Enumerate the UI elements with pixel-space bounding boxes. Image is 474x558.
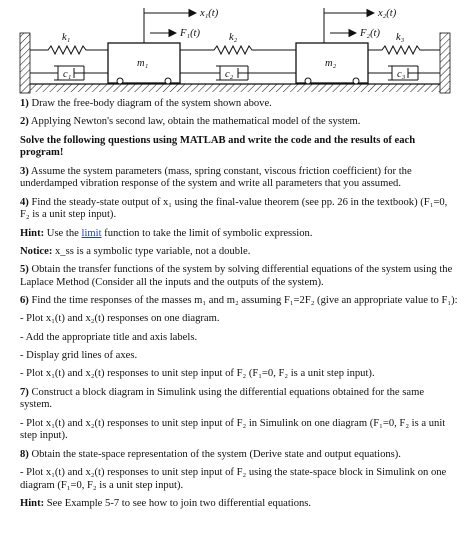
question-text: Find the steady-state output of x₁ using the final-value theorem (see pp. 26 in the textbook) (F₁=0, F₂ is a unit step input). <box>20 196 448 221</box>
question-number: 8) <box>20 448 29 460</box>
question-number: 7) <box>20 386 29 398</box>
question-8 <box>20 449 458 462</box>
right-wall <box>440 33 450 93</box>
x2-label: x₂(t) <box>378 8 397 19</box>
hint-label: Hint: <box>20 227 45 239</box>
question-5 <box>20 264 458 289</box>
left-wall <box>20 33 30 93</box>
bullet-unit-step: - Plot x₁(t) and x₂(t) responses to unit step input of F₂ (F₁=0, F₂ is a unit step input). <box>20 368 375 380</box>
question-3 <box>20 166 458 191</box>
hint-text: See Example 5-7 to see how to join two differential equations. <box>44 497 312 509</box>
question-number: 2) <box>20 116 29 128</box>
damper-c2 <box>180 66 296 80</box>
c3-label: c₃ <box>397 69 406 80</box>
k3-label: k₃ <box>396 32 405 43</box>
question-text: Draw the free-body diagram of the system shown above. <box>28 98 272 109</box>
k2-label: k₂ <box>229 32 238 43</box>
question-text: Obtain the state-space representation of the system (Derive state and output equations). <box>28 448 401 460</box>
question-text: Applying Newton's second law, obtain the mathematical model of the system. <box>28 116 361 128</box>
hint-text: Use the <box>44 227 82 239</box>
mass-spring-damper-diagram <box>0 0 474 96</box>
question-text: Assume the system parameters (mass, spring constant, viscous friction coefficient) for the underdamped vibration response of the system and write all parameters that you assumed. <box>20 165 412 190</box>
question-text: Find the time responses of the masses m₁ and m₂ assuming F₁=2F₂ (give an appropriate value to F₁): <box>28 295 458 307</box>
c1-label: c₁ <box>63 69 72 80</box>
F2-label: F₂(t) <box>360 28 380 39</box>
hint-label: Hint: <box>20 497 45 509</box>
question-number: 4) <box>20 196 29 208</box>
spring-k2 <box>180 46 296 54</box>
k1-label: k₁ <box>62 32 71 43</box>
notice <box>20 246 458 259</box>
bullet-title-labels: - Add the appropriate title and axis labels. <box>20 331 198 343</box>
question-number: 6) <box>20 295 29 307</box>
question-1 <box>20 98 458 111</box>
question-number: 5) <box>20 264 29 276</box>
question-list <box>20 98 458 516</box>
question-number: 1) <box>20 98 29 109</box>
question-7 <box>20 387 458 412</box>
hint-limit <box>20 228 458 241</box>
question-2 <box>20 116 458 129</box>
bullet-grid-lines: - Display grid lines of axes. <box>20 350 138 362</box>
question-number: 3) <box>20 165 29 177</box>
question-text: Obtain the transfer functions of the system by solving differential equations of the system using the Laplace Method (Consider all the inputs and the outputs of the system). <box>20 264 453 288</box>
notice-text: x_ss is a symbolic type variable, not a double. <box>52 245 251 257</box>
x1-label: x₁(t) <box>200 8 219 19</box>
ground <box>30 84 440 92</box>
bullet-state-space-plot: - Plot x₁(t) and x₂(t) responses to unit step input of F₂ using the state-space block in Simulink on one diagram (F₁=0, F₂ is a unit step input). <box>20 466 447 491</box>
hint-text: function to take the limit of symbolic expression. <box>101 227 313 239</box>
bullet-simulink-plot: - Plot x₁(t) and x₂(t) responses to unit step input of F₂ in Simulink on one diagram (F₁=0, F₂ is a unit step input). <box>20 417 446 442</box>
c2-label: c₂ <box>225 69 234 80</box>
notice-label: Notice: <box>20 245 53 257</box>
spring-k3 <box>368 46 440 54</box>
spring-k1 <box>30 46 108 54</box>
m2-label: m₂ <box>325 58 337 69</box>
bullet-plot-one-diagram: - Plot x₁(t) and x₂(t) responses on one diagram. <box>20 313 220 325</box>
F1-label: F₁(t) <box>180 28 200 39</box>
question-4 <box>20 197 458 222</box>
limit-link[interactable]: limit <box>81 227 102 239</box>
question-text: Construct a block diagram in Simulink using the differential equations obtained for the same system. <box>20 386 425 411</box>
m1-label: m₁ <box>137 58 149 69</box>
matlab-heading: Solve the following questions using MATLAB and write the code and the results of each program! <box>20 134 416 159</box>
hint-example <box>20 498 458 511</box>
question-6 <box>20 295 458 308</box>
